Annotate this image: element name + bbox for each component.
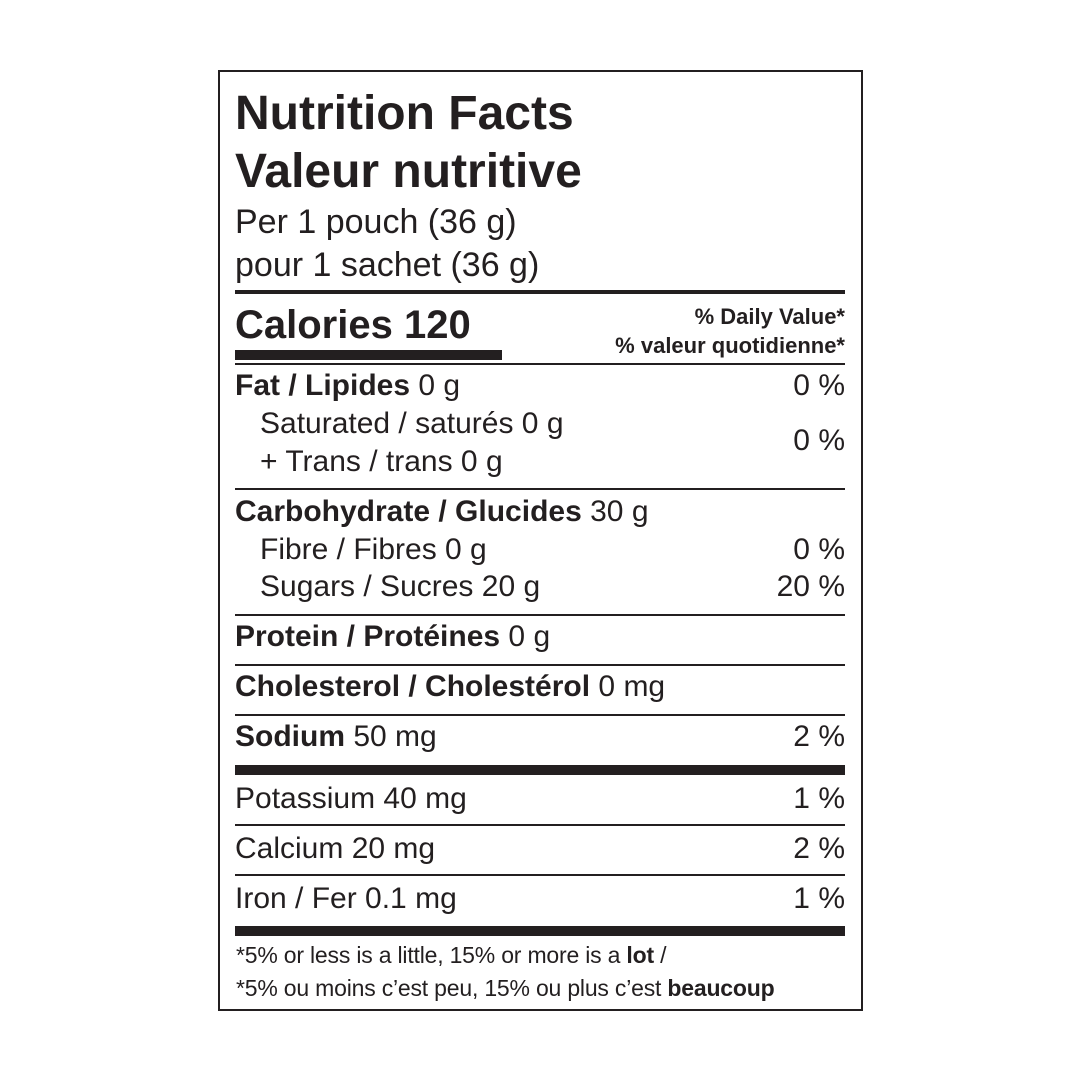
iron-percent: 1 % xyxy=(793,882,845,915)
cholesterol-label: Cholesterol / Cholestérol xyxy=(235,670,591,703)
footnote-french-bold: beaucoup xyxy=(667,975,775,1001)
fibre-percent: 0 % xyxy=(793,533,845,566)
serving-size-french: pour 1 sachet (36 g) xyxy=(235,246,540,284)
fibre-label: Fibre / Fibres 0 g xyxy=(260,533,487,566)
divider-fat xyxy=(235,488,845,490)
saturated-row xyxy=(260,407,845,441)
iron-row xyxy=(235,882,845,916)
divider-iron-thick xyxy=(235,926,845,936)
divider-sodium-thick xyxy=(235,765,845,775)
carbohydrate-row xyxy=(235,495,845,529)
sugars-percent: 20 % xyxy=(776,570,845,603)
divider-protein xyxy=(235,664,845,666)
divider-carbohydrate xyxy=(235,614,845,616)
cholesterol-row xyxy=(235,670,845,704)
trans-row xyxy=(260,445,845,479)
title-french: Valeur nutritive xyxy=(235,145,582,198)
protein-label: Protein / Protéines xyxy=(235,620,501,653)
footnote-english-bold: lot xyxy=(626,942,654,968)
footnote-english xyxy=(236,944,666,967)
daily-value-heading-french: % valeur quotidienne* xyxy=(615,333,845,358)
serving-size-english: Per 1 pouch (36 g) xyxy=(235,203,517,241)
cholesterol-amount: 0 mg xyxy=(598,670,666,703)
sodium-amount: 50 mg xyxy=(353,720,437,753)
potassium-label: Potassium 40 mg xyxy=(235,782,467,815)
iron-label: Iron / Fer 0.1 mg xyxy=(235,882,457,915)
sugars-row xyxy=(260,570,845,604)
calcium-label: Calcium 20 mg xyxy=(235,832,436,865)
sodium-percent: 2 % xyxy=(793,720,845,753)
fat-percent: 0 % xyxy=(793,369,845,402)
divider-calories xyxy=(235,363,845,365)
fat-row xyxy=(235,369,845,403)
saturated-label: Saturated / saturés 0 g xyxy=(260,407,564,440)
divider-cholesterol xyxy=(235,714,845,716)
daily-value-heading-english: % Daily Value* xyxy=(694,304,845,329)
saturated-trans-percent: 0 % xyxy=(793,424,845,457)
protein-row xyxy=(235,620,845,654)
fibre-row xyxy=(260,533,845,567)
trans-label: + Trans / trans 0 g xyxy=(260,445,503,478)
footnote-english-text: *5% or less is a little, 15% or more is a xyxy=(236,942,627,968)
potassium-percent: 1 % xyxy=(793,782,845,815)
title-english: Nutrition Facts xyxy=(235,87,574,140)
calcium-row xyxy=(235,832,845,866)
potassium-row xyxy=(235,782,845,816)
calcium-percent: 2 % xyxy=(793,832,845,865)
footnote-french xyxy=(236,977,774,1000)
carbohydrate-amount: 30 g xyxy=(590,495,649,528)
divider-calcium xyxy=(235,874,845,876)
carbohydrate-label: Carbohydrate / Glucides xyxy=(235,495,582,528)
sodium-row xyxy=(235,720,845,754)
footnote-english-end: / xyxy=(653,942,667,968)
calories-underline xyxy=(235,350,502,360)
footnote-french-text: *5% ou moins c’est peu, 15% ou plus c’est xyxy=(236,975,668,1001)
nutrition-facts-table xyxy=(218,70,863,1011)
divider-serving xyxy=(235,290,845,294)
calories: Calories 120 xyxy=(235,303,471,347)
fat-label: Fat / Lipides xyxy=(235,369,411,402)
divider-potassium xyxy=(235,824,845,826)
protein-amount: 0 g xyxy=(508,620,551,653)
sugars-label: Sugars / Sucres 20 g xyxy=(260,570,541,603)
sodium-label: Sodium xyxy=(235,720,345,753)
fat-amount: 0 g xyxy=(418,369,461,402)
